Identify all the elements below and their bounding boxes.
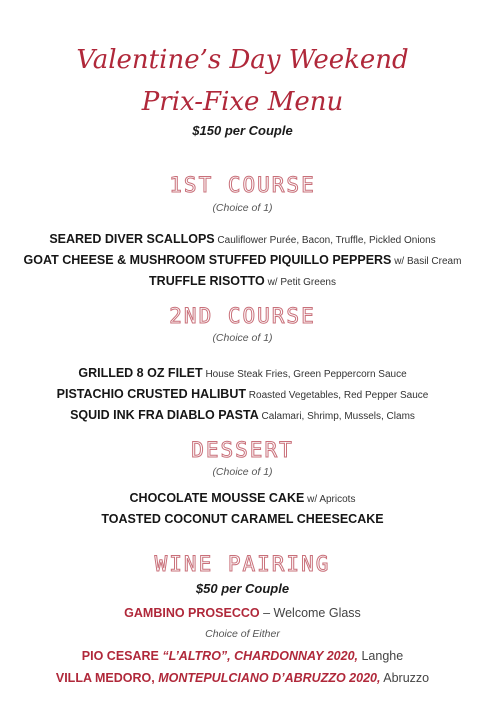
- item-description: w/ Basil Cream: [394, 256, 462, 267]
- item-name: GOAT CHEESE & MUSHROOM STUFFED PIQUILLO PEPPERS: [23, 253, 392, 267]
- item-description: House Steak Fries, Green Peppercorn Sauce: [205, 369, 407, 380]
- wine-name: “L’ALTRO”, CHARDONNAY 2020,: [162, 649, 358, 663]
- course1-choice: (Choice of 1): [212, 202, 273, 214]
- item-name: CHOCOLATE MOUSSE CAKE: [129, 491, 305, 505]
- item-name: SEARED DIVER SCALLOPS: [49, 232, 215, 246]
- menu-item: [0, 253, 485, 267]
- item-name: PISTACHIO CRUSTED HALIBUT: [56, 387, 246, 401]
- wine-producer: PIO CESARE: [81, 649, 159, 663]
- wine-choice: Choice of Either: [205, 628, 280, 640]
- item-description: Calamari, Shrimp, Mussels, Clams: [261, 411, 415, 422]
- item-name: TRUFFLE RISOTTO: [149, 274, 265, 288]
- menu-item: [0, 491, 485, 505]
- dessert-choice: (Choice of 1): [212, 466, 273, 478]
- item-description: Cauliflower Purée, Bacon, Truffle, Pickled Onions: [217, 235, 436, 246]
- wine-option-1: [0, 649, 485, 663]
- menu-price: $150 per Couple: [192, 123, 293, 138]
- course2-choice: (Choice of 1): [212, 332, 273, 344]
- item-name: TOASTED COCONUT CARAMEL CHEESECAKE: [101, 512, 384, 526]
- course2-title: 2ND COURSE: [169, 304, 316, 328]
- course1-title: 1ST COURSE: [169, 173, 316, 197]
- wine-region: Langhe: [361, 649, 404, 663]
- item-description: w/ Apricots: [307, 494, 356, 505]
- wine-price: $50 per Couple: [195, 581, 290, 596]
- wine-option-2: [0, 671, 485, 685]
- dessert-title: DESSERT: [191, 438, 294, 462]
- menu-item: [0, 512, 485, 526]
- menu-item: [0, 387, 485, 401]
- wine-name: MONTEPULCIANO D’ABRUZZO 2020,: [158, 671, 381, 685]
- menu-item: [0, 232, 485, 246]
- menu-title: Valentine’s Day Weekend: [76, 45, 409, 75]
- item-name: GRILLED 8 OZ FILET: [78, 366, 203, 380]
- wine-welcome-desc: – Welcome Glass: [263, 606, 361, 620]
- wine-region: Abruzzo: [383, 671, 430, 685]
- menu-subtitle: Prix-Fixe Menu: [141, 87, 344, 117]
- item-name: SQUID INK FRA DIABLO PASTA: [70, 408, 259, 422]
- menu-item: [0, 274, 485, 288]
- menu-item: [0, 408, 485, 422]
- item-description: Roasted Vegetables, Red Pepper Sauce: [248, 390, 429, 401]
- wine-welcome-name: GAMBINO PROSECCO: [124, 606, 260, 620]
- wine-producer: VILLA MEDORO,: [55, 671, 155, 685]
- item-description: w/ Petit Greens: [267, 277, 336, 288]
- menu-item: [0, 366, 485, 380]
- wine-welcome: [0, 606, 485, 620]
- wine-title: WINE PAIRING: [154, 552, 331, 576]
